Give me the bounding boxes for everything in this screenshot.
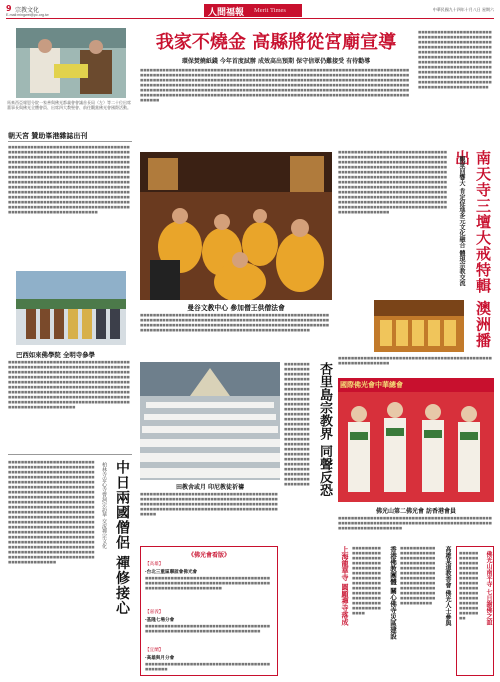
photo-award-ceremony — [16, 28, 126, 98]
events-tag-3: 【宜蘭】 — [145, 648, 164, 653]
divider — [8, 141, 132, 142]
subheadline-sino-japan-zen: 柏林寺安心寺曹洞宗訪華 交流禪宗文化 — [101, 462, 107, 549]
article-body-right-top: ■■■■■■■■■■■■■■■■■■■■■■■■■■■■■■■■■■■■■■■■■■■■■■■■■■■■■■■■■■■■■■■■■■■■■■■■■■■■■■■■■■■■■■■■■■■■■■■■■■■■■■■■■■■■■■■■■■■■■■■■■■■■■■■■■■■■■■■■■■■■■■■■■■■■■■■■■■■■■■■■■■■■■■■■■■■■■■■■■■■■■■■■■■■■■■■■■■■■■■■■■■■■■■■■■■■■■■■■■■■■■■■■■■■■■■■■■■■■■■■■■■■■■■■■■■■■■■■■■■■■■■■■■■■■■■■■■■■ — [418, 30, 492, 89]
headline-brazil: 巴西如來佛學院 全明寺參學 — [16, 351, 95, 359]
main-headline: 我家不燒金 高縣將從宮廟宣導 — [155, 32, 397, 53]
section-label: 宗教文化 — [15, 7, 40, 14]
banner-blia: 國際佛光會中華總會 — [340, 381, 403, 389]
header-rule — [6, 18, 494, 19]
photo-caption-left-top: 馬來西亞報恩分院一家善與佛光都義會會議首長局（左）等二十位出席董事長與佛光全體會員、出席四大教聖會、前往觀賞佛光會國際活動。 — [7, 100, 131, 110]
page-header — [6, 4, 494, 18]
headline-bali-antiterror: 杏里島宗教界 同聲反恐 — [317, 362, 332, 497]
caption-blia-visit: 佛光山第二佛光會 訪香港會員 — [375, 508, 457, 515]
masthead-logo — [204, 4, 302, 17]
caption-prayer-crowd: 田教舍或月 印尼教徒祈禱 — [175, 484, 245, 491]
article-body-brazil: ■■■■■■■■■■■■■■■■■■■■■■■■■■■■■■■■■■■■■■■■■■■■■■■■■■■■■■■■■■■■■■■■■■■■■■■■■■■■■■■■■■■■■■■■■■■■■■■■■■■■■■■■■■■■■■■■■■■■■■■■■■■■■■■■■■■■■■■■■■■■■■■■■■■■■■■■■■■■■■■■■■■■■■■■■■■■■■■■■■■■■■■■■■■■■■■■■■■■■■■■■■■■■■■■■■■■■■■■■■■■■■■■■■■■■■■■■■■■■■■■■■■■■■■■■■■■■■■■■■■■■■■■■■■■■■■■■■■■■■■■■■■■■■■■■■■■■■■■■■■■■■■■■■■■■■■■■■■■■■■■■■■■■■■■■■■■■■■■■■■■■■■■■■■■■■■■■■■■■■■■■■■ — [8, 360, 130, 409]
caption-ordination: ■■■■■■■■■■■■■■■■■■■■■■■■■■■■■■■■■■■■■■■■■■■■■■■■■■■■■■■■■■■■■■■■ — [338, 356, 492, 365]
article-body-nantien: ■■■■■■■■■■■■■■■■■■■■■■■■■■■■■■■■■■■■■■■■■■■■■■■■■■■■■■■■■■■■■■■■■■■■■■■■■■■■■■■■■■■■■■■■■■■■■■■■■■■■■■■■■■■■■■■■■■■■■■■■■■■■■■■■■■■■■■■■■■■■■■■■■■■■■■■■■■■■■■■■■■■■■■■■■■■■■■■■■■■■■■■■■■■■■■■■■■■■■■■■■■■■■■■■■■■■■■■■■■■■■■■■■■■■■■■■■■■■■■■■■■■■■■■■■■■■■■■■■■■■■■■■■■■■■■■■■■■■■■■■■■■■■■■■■■■■■■■■■■■■■■■■■■■■■■■■■■■■■■■■■■■■■■■■■■■■■■■■■■■■■■■■■■■■■■■■■■■■■■■■■■■■■■■■■■■■■■■■■■■■■■■■■■■■■■■■■■■■■■■■■■■■■■■■■■■■■■■■■■■■■■■■ — [338, 150, 447, 214]
headline-sino-japan-zen: 中日兩國僧侶 禪修接心 — [114, 460, 130, 616]
events-item-2: ‧基隆七場分會 — [145, 618, 175, 623]
photo-group-monks — [16, 271, 126, 345]
article-body-nanping: ■■■■■■■■■■■■■■■■■■■■■■■■■■■■■■■■■■■■■■■■■■■■■■■■■■■■■■■■■■■■■■■■■■■■■■■■■■■■■■■■ — [459, 551, 479, 620]
main-subheadline: 環保焚燒紙錢 今年首度試辦 成效高出預期 保守信眾仍難接受 有待勸導 — [181, 58, 371, 65]
events-tag-1: 【高雄】 — [145, 562, 164, 567]
page-number: 9 — [6, 4, 12, 13]
issue-date: 中華民國九十四年十月八日 星期六 — [432, 7, 494, 12]
headline-nantien-ordination: 南天寺三壇大戒特輯 澳洲播出 — [453, 150, 492, 349]
headline-hk-buddhist: 香港佛教團體 關心佛寺災區建設 — [389, 546, 397, 640]
article-body-bangkok: ■■■■■■■■■■■■■■■■■■■■■■■■■■■■■■■■■■■■■■■■■■■■■■■■■■■■■■■■■■■■■■■■■■■■■■■■■■■■■■■■■■■■■■■■■■■■■■■■■■■■■■■■■■■■■■■■■■■■■■■■■■■■■■■■■■■■■■■■■■■■■■■■■■■■■■■■■■■■■■■■■■■■■■■■■■■■■■■■■■■■■■■■■■■■■■■■■■■■■■■■■■■■■■■■■■■■■■■■■■■■■■■■■■■■■■ — [140, 313, 330, 332]
article-body-crowd: ■■■■■■■■■■■■■■■■■■■■■■■■■■■■■■■■■■■■■■■■■■■■■■■■■■■■■■■■■■■■■■■■■■■■■■■■■■■■■■■■■■■■■■■■■■■■■■■■■■■■■■■■■■■■■■■■■■■■■■■■■■■■■■■■■■■■■■■■■■■■■■■■■■■■■■■■■■■■■■■■■■■■■■■■■■■■■■■■■ — [140, 492, 278, 516]
article-body-chaotian: ■■■■■■■■■■■■■■■■■■■■■■■■■■■■■■■■■■■■■■■■■■■■■■■■■■■■■■■■■■■■■■■■■■■■■■■■■■■■■■■■■■■■■■■■■■■■■■■■■■■■■■■■■■■■■■■■■■■■■■■■■■■■■■■■■■■■■■■■■■■■■■■■■■■■■■■■■■■■■■■■■■■■■■■■■■■■■■■■■■■■■■■■■■■■■■■■■■■■■■■■■■■■■■■■■■■■■■■■■■■■■■■■■■■■■■■■■■■■■■■■■■■■■■■■■■■■■■■■■■■■■■■■■■■■■■■■■■■■■■■■■■■■■■■■■■■■■■■■■■■■■■■■■■■■■■■■■■■■■■■■■■■■■■■■■■■■■■■■■■■■■■■■■■■■■■■■■■■■■■■■■■■■■■■■■■■■■■■■■■■■■■■■■■■■■■■■■■■■■■■■■■■■■■■■■■■■■■■■■■■■■■■■■■■■■■■■■■■■■■■■■■■■■■■■■■■■■■■■■■■■■■■■■■■■■■■■■■■■■■■■■■■■■■■■■■■■■■■■■■■■■■■■■■■■■■■■■■■■■■■■■■ — [8, 145, 130, 214]
article-body-zen: ■■■■■■■■■■■■■■■■■■■■■■■■■■■■■■■■■■■■■■■■■■■■■■■■■■■■■■■■■■■■■■■■■■■■■■■■■■■■■■■■■■■■■■■■■■■■■■■■■■■■■■■■■■■■■■■■■■■■■■■■■■■■■■■■■■■■■■■■■■■■■■■■■■■■■■■■■■■■■■■■■■■■■■■■■■■■■■■■■■■■■■■■■■■■■■■■■■■■■■■■■■■■■■■■■■■■■■■■■■■■■■■■■■■■■■■■■■■■■■■■■■■■■■■■■■■■■■■■■■■■■■■■■■■■■■■■■■■■■■■■■■■■■■■■■■■■■■■■■■■■■■■■■■■■■■■■■■■■■■■■■■■■■■■■■■■■■■■■■■■■■■■■■■■■■■■■■■■■■■■■■■■■■■■■■■■■■■■■■■■■■■■■■■■■■■■■■■■■■■■■■■■■■■■■■■■■■■■■■■■■■■■■■■■■■■■■■■■■■■■■■■■■■■■■■■■■■■■■■■■■■■■■■■■■■■■■■■■■■■■■■■■■■■■■■■■■■■■■■■■■■■■■■■■■■■■■■■■■■■■■■■■■■■■■■■■■■■■■■■■■■■■■■■■■■■■■■■■ — [8, 460, 95, 564]
headline-nanping: 佛光山南平寺 七日謝佛之誼 — [485, 551, 492, 626]
photo-ordination-ceremony — [374, 300, 464, 352]
article-body-longhua: ■■■■■■■■■■■■■■■■■■■■■■■■■■■■■■■■■■■■■■■■■■■■■■■■■■■■■■■■■■■■■■■■■■■■■■■■■■■■■■■■■■■■■■■■■■■■■■■■■■■■■■■■■■■■■■■■■■■■■■■■■ — [352, 546, 381, 615]
events-body-1: ■■■■■■■■■■■■■■■■■■■■■■■■■■■■■■■■■■■■■■■■■■■■■■■■■■■■■■■■■■■■■■■■■■■■■■■■■■■■■■■■■■■■■■■■■■■■■■■■■■■■■■ — [145, 576, 270, 590]
events-item-1: ‧台北三重區聯誼會佛光會 — [145, 570, 198, 575]
headline-longhua: 上海龍華寺 圓願禪寺落成 — [341, 546, 350, 626]
article-body-main: ■■■■■■■■■■■■■■■■■■■■■■■■■■■■■■■■■■■■■■■■■■■■■■■■■■■■■■■■■■■■■■■■■■■■■■■■■■■■■■■■■■■■■■■■■■■■■■■■■■■■■■■■■■■■■■■■■■■■■■■■■■■■■■■■■■■■■■■■■■■■■■■■■■■■■■■■■■■■■■■■■■■■■■■■■■■■■■■■■■■■■■■■■■■■■■■■■■■■■■■■■■■■■■■■■■■■■■■■■■■■■■■■■■■■■■■■■■■■■■■■■■■■■■■■■■■■■■■■■■■■■■■■■■■■■■■■■■■■■■■■■■■■■■■■■■■■■■■■■■■■■■■■■■■■■■■■■■■■■■■■■■■■■■■■■■■■■■■■■■■■■■■■■■■■■■■■■■■■■■■■■■■■■■■■■■■■■■■■■■■■■■■■■■■■■■■■■■■■■■■■■■■■■■■■■■■■■■■■■■■■■■■■■■■■■■■■■■■■■■■■■■■■■■■■■■■■■■■■■■■■■■■■■■■■■■■■■■■■■■■■■■■■■■■■■■■■■■■■■■■■■■■■■■■■■■ — [140, 68, 410, 102]
article-body-blia: ■■■■■■■■■■■■■■■■■■■■■■■■■■■■■■■■■■■■■■■■■■■■■■■■■■■■■■■■■■■■■■■■■■■■■■■■■■■■■■■■■■■■■■■■■■■■■■■■■■■■■■■■■■■■■■■■■■■■ — [338, 516, 492, 530]
events-body-3: ■■■■■■■■■■■■■■■■■■■■■■■■■■■■■■■■■■■■■■■■■■■■■■ — [145, 662, 270, 671]
logo-text: 人間福報 — [208, 8, 245, 18]
divider — [8, 454, 132, 455]
sidebar-nanping — [456, 546, 494, 676]
events-item-3: ‧高雄與月分會 — [145, 656, 175, 661]
photo-blia-women — [338, 378, 494, 502]
events-title: 《佛光會看版》 — [187, 552, 230, 559]
events-body-2: ■■■■■■■■■■■■■■■■■■■■■■■■■■■■■■■■■■■■■■■■■■■■■■■■■■■■■■■■■■■■■■■■■■■■■■■■■■■ — [145, 624, 270, 633]
logo-english: Merit Times — [254, 7, 286, 14]
article-body-hk: ■■■■■■■■■■■■■■■■■■■■■■■■■■■■■■■■■■■■■■■■■■■■■■■■■■■■■■■■■■■■■■■■■■■■■■■■■■■■■■■■■■■■■■■■■■■■■■■■■■■■■■■■■■■■■■■■■■■■■■■■■■■■■■■■■■■ — [400, 546, 436, 605]
events-tag-2: 【嘉義】 — [145, 610, 164, 615]
subheadline-nantien: 觀眾回響大 肯定促進多元文化融合 體現宗教交流 — [458, 156, 465, 287]
caption-bangkok: 曼谷文教中心 參加僧王供僧法會 — [187, 304, 285, 312]
photo-sangha-offering — [140, 152, 332, 300]
email-address[interactable]: E-mail:mingwei@pc.org.tw — [6, 13, 49, 17]
headline-kaohsiung: 高雄某道教香會 佛光人士參與 — [444, 546, 451, 627]
events-board — [140, 546, 278, 676]
article-body-bali: ■■■■■■■■■■■■■■■■■■■■■■■■■■■■■■■■■■■■■■■■■■■■■■■■■■■■■■■■■■■■■■■■■■■■■■■■■■■■■■■■■■■■■■■■■■■■■■■■■■■■■■■■■■■■■■■■■■■■■■■■■■■■■■■■■■■■■■■■■■■■■■■■■■■■■■■■■■■■■■■■■■■■■■■■■■■■■■■■■■■■■■■■■■■■■■■■■■■■■■■■ — [284, 362, 310, 486]
photo-prayer-crowd — [140, 362, 280, 480]
headline-chaotian: 朝天宮 贊助峯港雜誌出刊 — [8, 132, 88, 140]
